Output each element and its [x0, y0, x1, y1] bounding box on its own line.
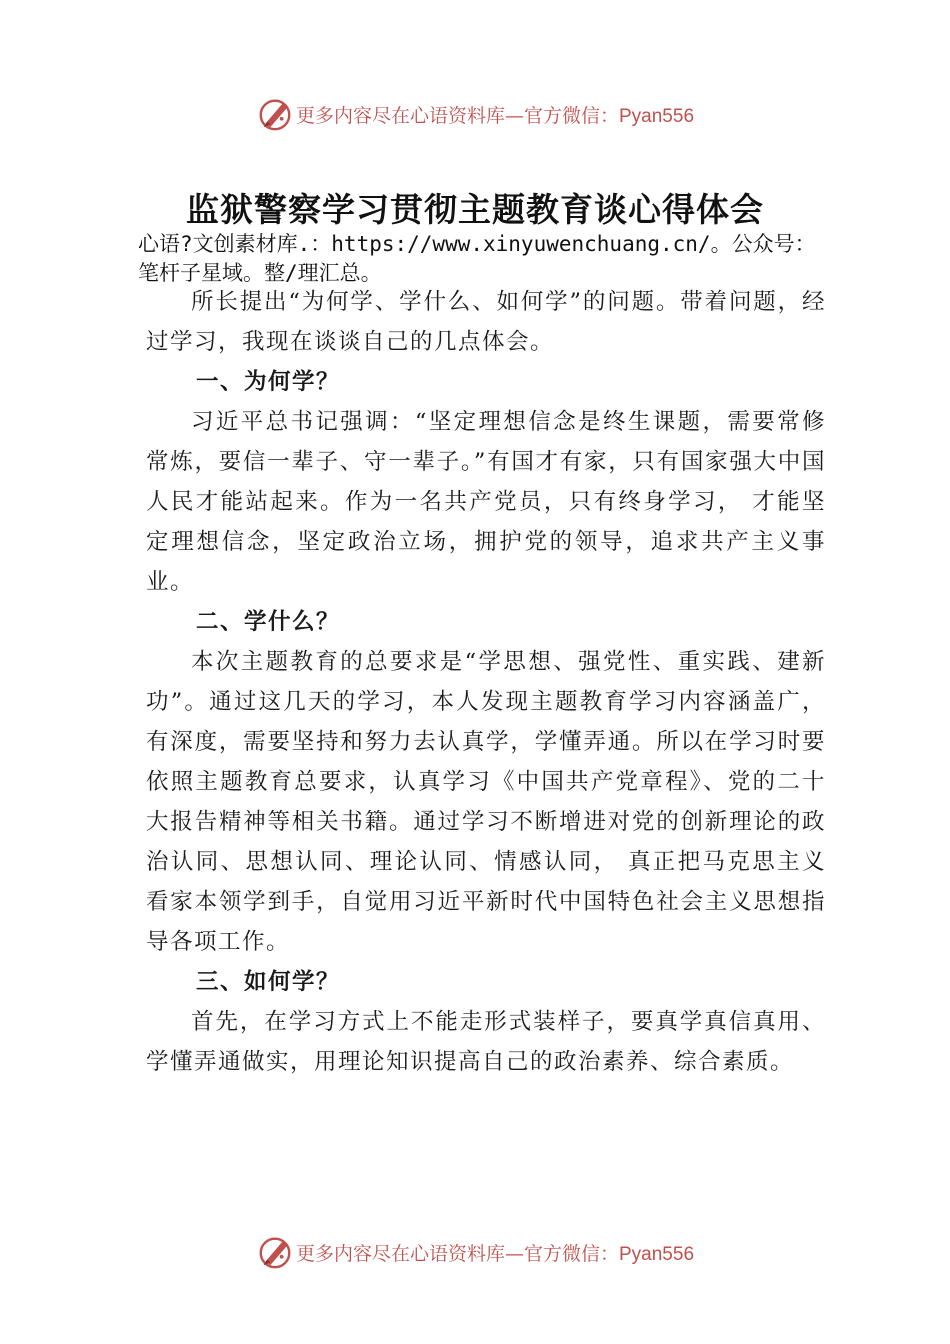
pen-nib-logo-icon — [256, 1233, 294, 1271]
section-heading: 一、为何学？ — [196, 369, 341, 395]
banner-text: 更多内容尽在心语资料库—官方微信：Pyan556 — [295, 1242, 695, 1265]
section-heading: 三、如何学？ — [196, 969, 341, 995]
document-title: 监狱警察学习贯彻主题教育谈心得体会 — [186, 190, 764, 229]
source-line: 心语?文创素材库.：https://www.xinyuwenchuang.cn/。公众号：笔杆子星域。整/理汇总。 — [138, 232, 816, 285]
footer-banner — [0, 1232, 950, 1272]
pen-nib-logo-icon — [256, 95, 294, 133]
intro-paragraph: 所长提出“为何学、学什么、如何学”的问题。带着问题，经过学习，我现在谈谈自己的几点体会。 — [146, 289, 826, 355]
banner-text: 更多内容尽在心语资料库—官方微信：Pyan556 — [295, 104, 695, 127]
section-paragraph: 本次主题教育的总要求是“学思想、强党性、重实践、建新功”。通过这几天的学习，本人发现主题教育学习内容涵盖广，有深度，需要坚持和努力去认真学，学懂弄通。所以在学习时要依照主题教育总要求，认真学习《中国共产党章程》、党的二十大报告精神等相关书籍。通过学习不断增进对党的创新理论的政治认同、思想认同、理论认同、情感认同， 真正把马克思主义看家本领学到手，自觉用习近平新时代中国特色社会主义思想指导各项工作。 — [146, 649, 826, 955]
section-paragraph: 习近平总书记强调：“坚定理想信念是终生课题，需要常修常炼，要信一辈子、守一辈子。”有国才有家，只有国家强大中国人民才能站起来。作为一名共产党员，只有终身学习， 才能坚定理想信念，坚定政治立场，拥护党的领导，追求共产主义事业。 — [146, 409, 826, 595]
header-banner — [0, 94, 950, 134]
document-body — [146, 282, 826, 1082]
section-heading: 二、学什么？ — [196, 609, 341, 635]
wechat-id: Pyan556 — [619, 1243, 695, 1265]
wechat-id: Pyan556 — [619, 105, 695, 127]
section-paragraph: 首先，在学习方式上不能走形式装样子，要真学真信真用、学懂弄通做实，用理论知识提高自己的政治素养、综合素质。 — [146, 1009, 826, 1075]
